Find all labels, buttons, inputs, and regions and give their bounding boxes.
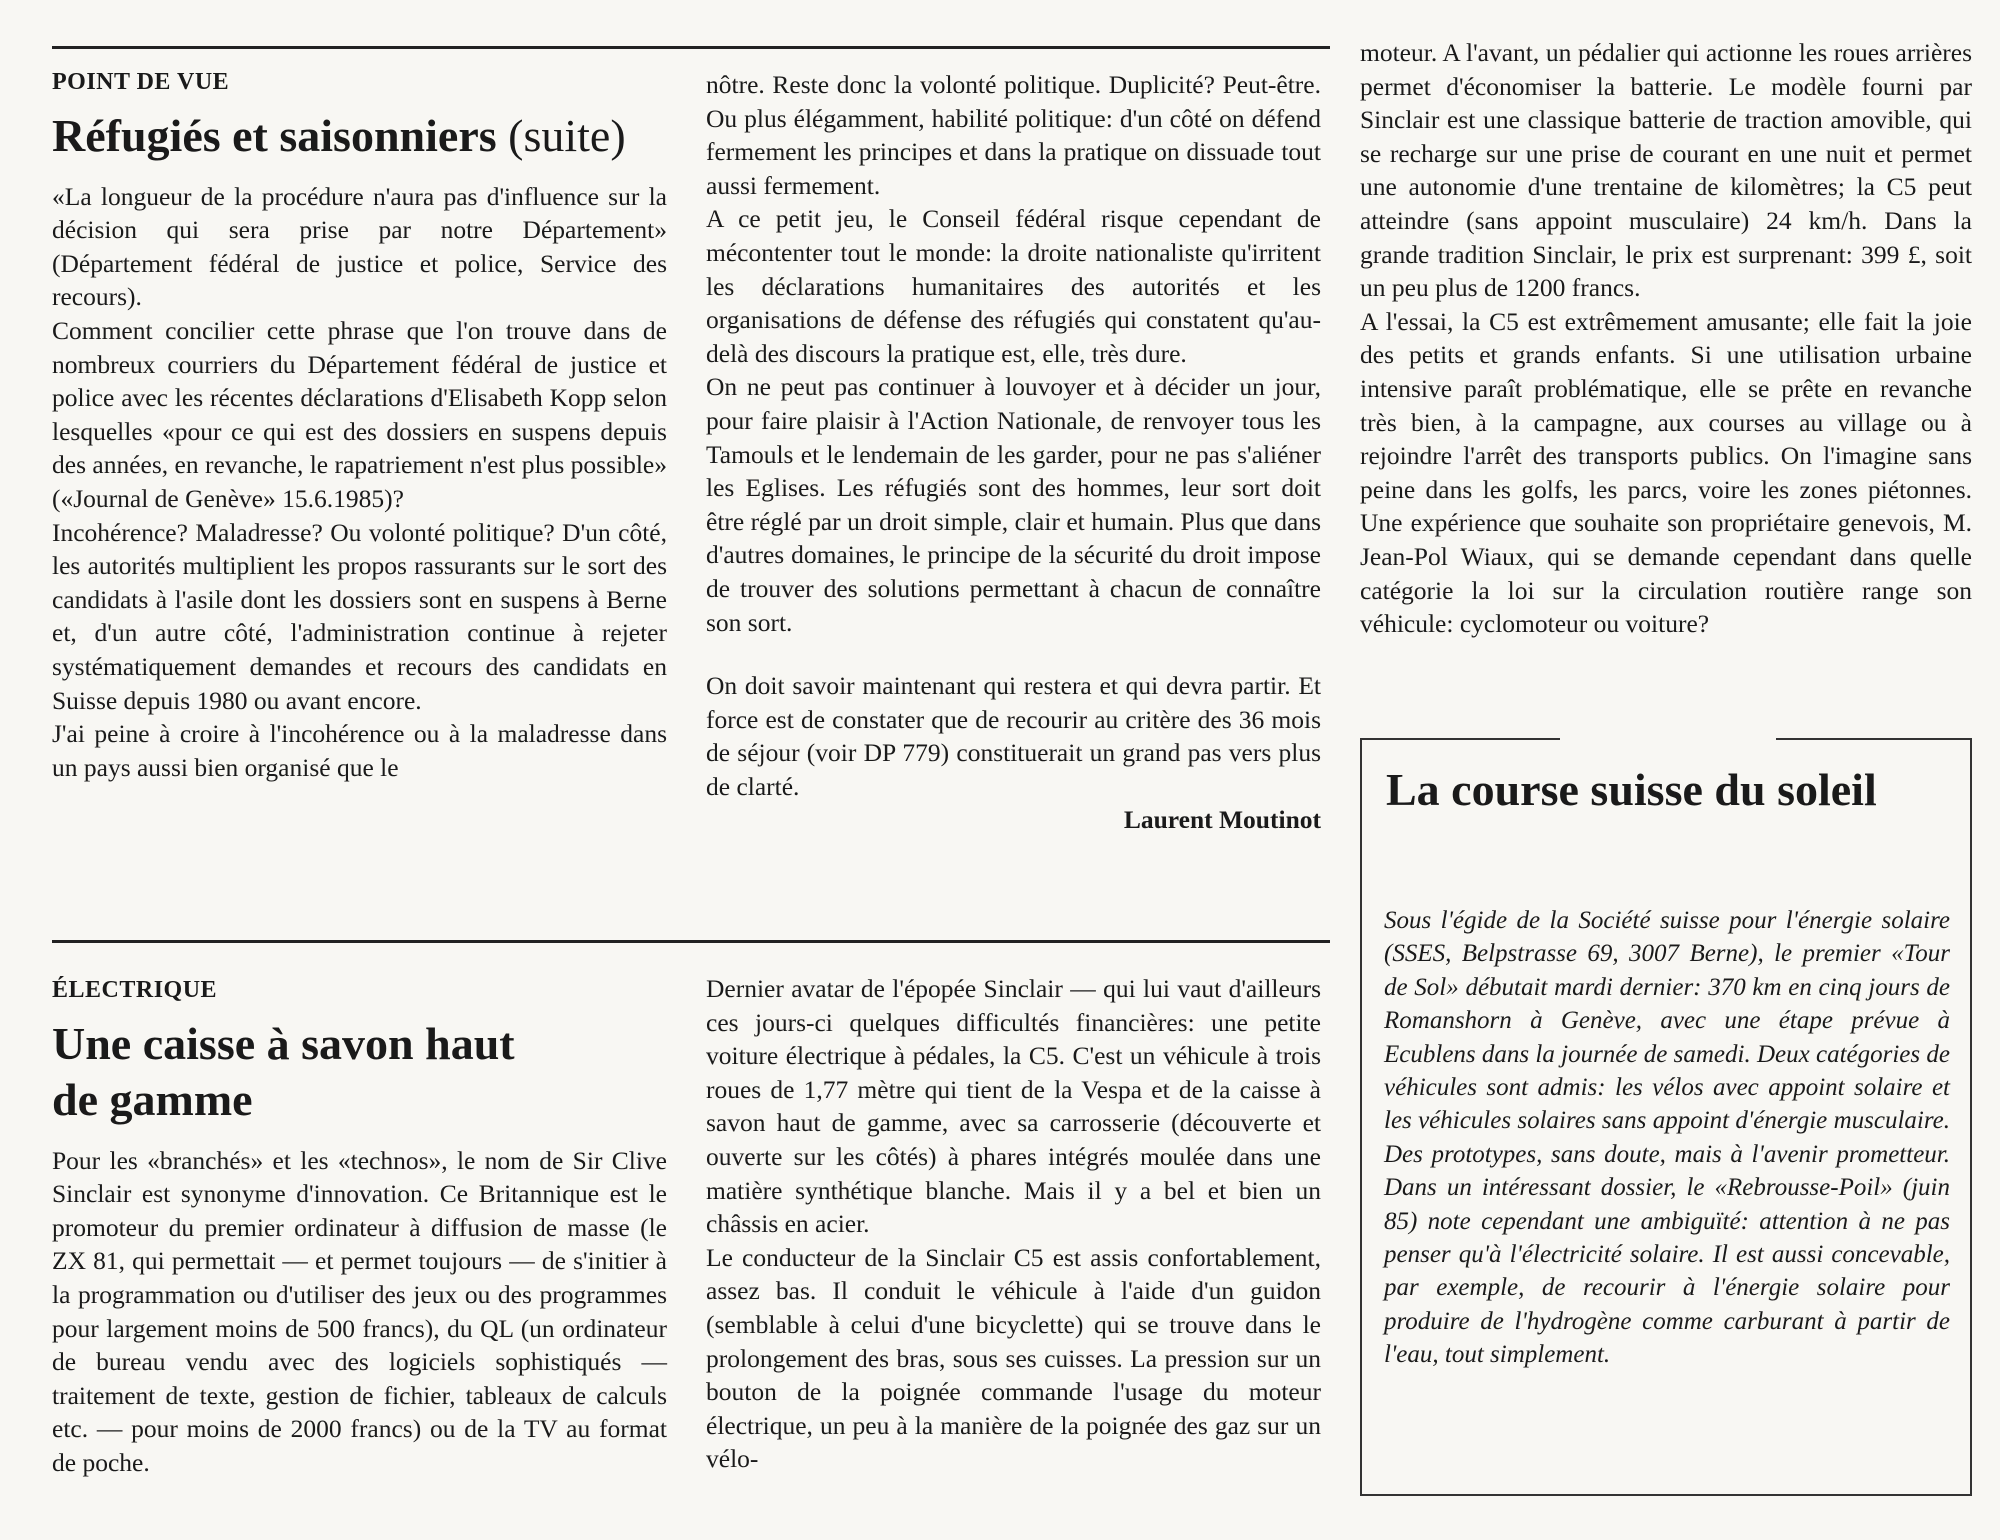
paragraph: A ce petit jeu, le Conseil fédéral risque cependant de mécontenter tout le monde: la droite nationaliste qu'irritent les déclarations humanitaires des autorités et les organisations de défense des réfugiés qui constatent qu'au-delà des discours la pratique est, elle, très dure. — [706, 204, 1321, 368]
paragraph: nôtre. Reste donc la volonté politique. Duplicité? Peut-être. Ou plus élégamment, habilité politique: d'un côté on défend fermement les principes et dans la pratique on dissuade tout aussi fermement. — [706, 70, 1321, 200]
sidebar-title: La course suisse du soleil — [1386, 764, 1877, 815]
article2-title: Une caisse à savon haut de gamme — [52, 1017, 515, 1125]
paragraph: On ne peut pas continuer à louvoyer et à décider un jour, pour faire plaisir à l'Action Nationale, de renvoyer tous les Tamouls et le lendemain de les garder, pour ne pas s'aliéner les Eglises. Les réfugiés sont des hommes, leur sort doit être réglé par un droit simple, clair et humain. Plus que dans d'autres domaines, le principe de la sécurité du droit impose de trouver des solutions permettant à chacun de connaître son sort. — [706, 372, 1321, 637]
article2-kicker: ÉLECTRIQUE — [52, 977, 218, 1003]
article1-column-1 — [52, 66, 667, 784]
top-rule — [52, 46, 1330, 49]
article2-column-1 — [52, 974, 667, 1480]
section-rule — [52, 940, 1330, 943]
paragraph: moteur. A l'avant, un pédalier qui actionne les roues arrières permet d'économiser la batterie. Le modèle fourni par Sinclair est une classique batterie de traction amovible, qui se recharge sur une prise de courant en une nuit et permet une autonomie d'une trentaine de kilomètres; la C5 peut atteindre (sans appoint musculaire) 24 km/h. Dans la grande tradition Sinclair, le prix est surprenant: 399 £, soit un peu plus de 1200 francs. — [1360, 38, 1972, 303]
paragraph: Incohérence? Maladresse? Ou volonté politique? D'un côté, les autorités multiplient les propos rassurants sur le sort des candidats à l'asile dont les dossiers sont en suspens à Berne et, d'un autre côté, l'administration continue à rejeter systématiquement demandes et recours des candidats en Suisse depuis 1980 ou avant encore. — [52, 517, 667, 715]
box-border-gap — [1560, 737, 1776, 742]
article1-column-2 — [706, 68, 1321, 837]
author-signature: Laurent Moutinot — [1123, 805, 1321, 835]
sidebar-text: Sous l'égide de la Société suisse pour l'énergie solaire (SSES, Belpstrasse 69, 3007 Berne), le premier «Tour de Sol» débutait mardi dernier: 370 km en cinq jours de Romanshorn à Genève, avec une étape prévue à Ecublens dans la journée de samedi. Deux catégories de véhicules sont admis: les vélos avec appoint solaire et les véhicules solaires sans appoint d'énergie musculaire. Des prototypes, sans doute, mais à l'avenir prometteur. Dans un intéressant dossier, le «Rebrousse-Poil» (juin 85) note cependant une ambiguïté: attention à ne pas penser qu'à l'électricité solaire. Il est aussi concevable, par exemple, de recourir à l'énergie solaire pour produire de l'hydrogène comme carburant à partir de l'eau, tout simplement. — [1384, 907, 1950, 1369]
article1-title-suffix: (suite) — [508, 109, 626, 161]
paragraph: «La longueur de la procédure n'aura pas d'influence sur la décision qui sera prise par notre Département» (Département fédéral de justice et police, Service des recours). — [52, 181, 667, 312]
sidebar-box — [1360, 738, 1972, 1496]
paragraph: On doit savoir maintenant qui restera et qui devra partir. Et force est de constater que de recourir au critère des 36 mois de séjour (voir DP 779) constituerait un grand pas vers plus de clarté. — [706, 671, 1321, 801]
paragraph: Pour les «branchés» et les «technos», le nom de Sir Clive Sinclair est synonyme d'innovation. Ce Britannique est le promoteur du premier ordinateur à diffusion de masse (le ZX 81, qui permettait — et permet toujours — de s'initier à la programmation ou d'utiliser des jeux ou des programmes pour largement moins de 500 francs), du QL (un ordinateur de bureau vendu avec des logiciels sophistiqués — traitement de texte, gestion de fichier, tableaux de calculs etc. — pour moins de 2000 francs) ou de la TV au format de poche. — [52, 1145, 667, 1477]
paragraph: A l'essai, la C5 est extrêmement amusante; elle fait la joie des petits et grands enfants. Si une utilisation urbaine intensive paraît problématique, elle se prête en revanche très bien, à la campagne, aux courses au village ou à rejoindre l'arrêt des transports publics. On l'imagine sans peine dans les golfs, les parcs, voire les zones piétonnes. Une expérience que souhaite son propriétaire genevois, M. Jean-Pol Wiaux, qui se demande cependant dans quelle catégorie la loi sur la circulation routière range son véhicule: cyclomoteur ou voiture? — [1360, 306, 1972, 639]
article1-kicker: POINT DE VUE — [52, 69, 230, 95]
paragraph: Dernier avatar de l'épopée Sinclair — qui lui vaut d'ailleurs ces jours-ci quelques difficultés financières: une petite voiture électrique à pédales, la C5. C'est un véhicule à trois roues de 1,77 mètre qui tient de la Vespa et de la caisse à savon haut de gamme, avec sa carrosserie (découverte et ouverte sur les côtés) à phares intégrés moulée dans une matière synthétique blanche. Mais il y a bel et bien un châssis en acier. — [706, 974, 1321, 1239]
paragraph: J'ai peine à croire à l'incohérence ou à la maladresse dans un pays aussi bien organisé que le — [52, 719, 667, 782]
article2-column-3 — [1360, 36, 1972, 641]
article2-column-2 — [706, 972, 1321, 1476]
article1-title-main: Réfugiés et saisonniers — [52, 109, 497, 161]
paragraph: Comment concilier cette phrase que l'on trouve dans de nombreux courriers du Département fédéral de justice et police avec les récentes déclarations d'Elisabeth Kopp selon lesquelles «pour ce qui est des dossiers en suspens depuis des années, en revanche, le rapatriement n'est plus possible» («Journal de Genève» 15.6.1985)? — [52, 315, 667, 513]
article1-title — [52, 108, 667, 164]
paragraph: Le conducteur de la Sinclair C5 est assis confortablement, assez bas. Il conduit le véhicule à l'aide d'un guidon (semblable à celui d'une bicyclette) qui se trouve dans le prolongement des bras, sous ses cuisses. La pression sur un bouton de la poignée commande l'usage du moteur électrique, un peu à la manière de la poignée des gaz sur un vélo- — [706, 1242, 1321, 1474]
